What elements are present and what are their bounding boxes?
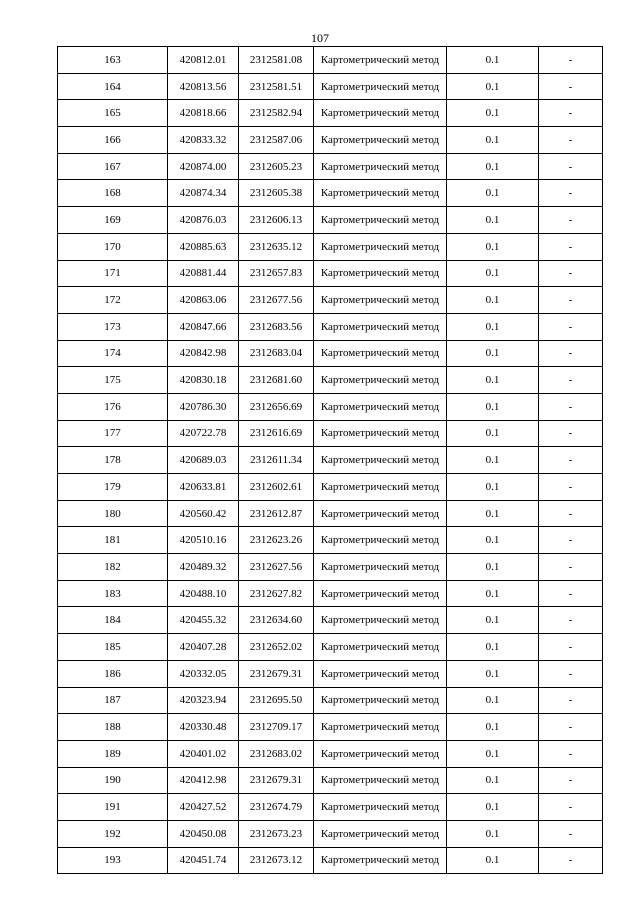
y-coordinate-cell: 2312683.02	[239, 740, 314, 767]
point-number-cell: 172	[58, 287, 168, 314]
note-cell: -	[539, 47, 603, 74]
note-cell: -	[539, 847, 603, 874]
point-number-cell: 187	[58, 687, 168, 714]
accuracy-cell: 0.1	[447, 73, 539, 100]
x-coordinate-cell: 420455.32	[168, 607, 239, 634]
point-number-cell: 166	[58, 127, 168, 154]
method-cell: Картометрический метод	[314, 794, 447, 821]
table-row	[58, 634, 603, 661]
method-cell: Картометрический метод	[314, 634, 447, 661]
y-coordinate-cell: 2312606.13	[239, 207, 314, 234]
method-cell: Картометрический метод	[314, 660, 447, 687]
page-number: 107	[311, 31, 329, 45]
accuracy-cell: 0.1	[447, 367, 539, 394]
point-number-cell: 178	[58, 447, 168, 474]
y-coordinate-cell: 2312695.50	[239, 687, 314, 714]
accuracy-cell: 0.1	[447, 47, 539, 74]
table-row	[58, 207, 603, 234]
accuracy-cell: 0.1	[447, 127, 539, 154]
point-number-cell: 180	[58, 500, 168, 527]
table-row	[58, 73, 603, 100]
point-number-cell: 169	[58, 207, 168, 234]
table-row	[58, 820, 603, 847]
note-cell: -	[539, 393, 603, 420]
method-cell: Картометрический метод	[314, 714, 447, 741]
table-row	[58, 527, 603, 554]
accuracy-cell: 0.1	[447, 847, 539, 874]
table-row	[58, 420, 603, 447]
method-cell: Картометрический метод	[314, 687, 447, 714]
x-coordinate-cell: 420842.98	[168, 340, 239, 367]
x-coordinate-cell: 420427.52	[168, 794, 239, 821]
accuracy-cell: 0.1	[447, 714, 539, 741]
note-cell: -	[539, 580, 603, 607]
note-cell: -	[539, 607, 603, 634]
point-number-cell: 177	[58, 420, 168, 447]
accuracy-cell: 0.1	[447, 100, 539, 127]
table-row	[58, 180, 603, 207]
y-coordinate-cell: 2312673.12	[239, 847, 314, 874]
point-number-cell: 191	[58, 794, 168, 821]
accuracy-cell: 0.1	[447, 580, 539, 607]
note-cell: -	[539, 447, 603, 474]
x-coordinate-cell: 420874.00	[168, 153, 239, 180]
x-coordinate-cell: 420450.08	[168, 820, 239, 847]
note-cell: -	[539, 660, 603, 687]
x-coordinate-cell: 420689.03	[168, 447, 239, 474]
point-number-cell: 183	[58, 580, 168, 607]
method-cell: Картометрический метод	[314, 313, 447, 340]
note-cell: -	[539, 367, 603, 394]
y-coordinate-cell: 2312635.12	[239, 233, 314, 260]
point-number-cell: 168	[58, 180, 168, 207]
method-cell: Картометрический метод	[314, 474, 447, 501]
y-coordinate-cell: 2312627.56	[239, 554, 314, 581]
point-number-cell: 192	[58, 820, 168, 847]
x-coordinate-cell: 420489.32	[168, 554, 239, 581]
note-cell: -	[539, 127, 603, 154]
y-coordinate-cell: 2312679.31	[239, 660, 314, 687]
x-coordinate-cell: 420847.66	[168, 313, 239, 340]
accuracy-cell: 0.1	[447, 687, 539, 714]
note-cell: -	[539, 794, 603, 821]
accuracy-cell: 0.1	[447, 340, 539, 367]
method-cell: Картометрический метод	[314, 820, 447, 847]
y-coordinate-cell: 2312611.34	[239, 447, 314, 474]
table-row	[58, 287, 603, 314]
table-row	[58, 740, 603, 767]
method-cell: Картометрический метод	[314, 420, 447, 447]
note-cell: -	[539, 687, 603, 714]
table-row	[58, 847, 603, 874]
accuracy-cell: 0.1	[447, 313, 539, 340]
method-cell: Картометрический метод	[314, 580, 447, 607]
note-cell: -	[539, 287, 603, 314]
y-coordinate-cell: 2312581.51	[239, 73, 314, 100]
y-coordinate-cell: 2312623.26	[239, 527, 314, 554]
method-cell: Картометрический метод	[314, 740, 447, 767]
method-cell: Картометрический метод	[314, 607, 447, 634]
point-number-cell: 173	[58, 313, 168, 340]
x-coordinate-cell: 420813.56	[168, 73, 239, 100]
x-coordinate-cell: 420633.81	[168, 474, 239, 501]
x-coordinate-cell: 420510.16	[168, 527, 239, 554]
x-coordinate-cell: 420332.05	[168, 660, 239, 687]
table-row	[58, 607, 603, 634]
method-cell: Картометрический метод	[314, 73, 447, 100]
x-coordinate-cell: 420885.63	[168, 233, 239, 260]
accuracy-cell: 0.1	[447, 767, 539, 794]
method-cell: Картометрический метод	[314, 367, 447, 394]
table-row	[58, 233, 603, 260]
accuracy-cell: 0.1	[447, 474, 539, 501]
note-cell: -	[539, 420, 603, 447]
y-coordinate-cell: 2312582.94	[239, 100, 314, 127]
accuracy-cell: 0.1	[447, 153, 539, 180]
table-row	[58, 127, 603, 154]
x-coordinate-cell: 420874.34	[168, 180, 239, 207]
accuracy-cell: 0.1	[447, 607, 539, 634]
x-coordinate-cell: 420488.10	[168, 580, 239, 607]
method-cell: Картометрический метод	[314, 127, 447, 154]
method-cell: Картометрический метод	[314, 527, 447, 554]
method-cell: Картометрический метод	[314, 260, 447, 287]
table-row	[58, 500, 603, 527]
note-cell: -	[539, 260, 603, 287]
y-coordinate-cell: 2312657.83	[239, 260, 314, 287]
point-number-cell: 170	[58, 233, 168, 260]
note-cell: -	[539, 714, 603, 741]
y-coordinate-cell: 2312656.69	[239, 393, 314, 420]
y-coordinate-cell: 2312605.23	[239, 153, 314, 180]
note-cell: -	[539, 474, 603, 501]
method-cell: Картометрический метод	[314, 153, 447, 180]
point-number-cell: 167	[58, 153, 168, 180]
x-coordinate-cell: 420401.02	[168, 740, 239, 767]
method-cell: Картометрический метод	[314, 287, 447, 314]
x-coordinate-cell: 420407.28	[168, 634, 239, 661]
table-row	[58, 340, 603, 367]
note-cell: -	[539, 100, 603, 127]
table-row	[58, 47, 603, 74]
method-cell: Картометрический метод	[314, 847, 447, 874]
y-coordinate-cell: 2312605.38	[239, 180, 314, 207]
accuracy-cell: 0.1	[447, 447, 539, 474]
x-coordinate-cell: 420830.18	[168, 367, 239, 394]
accuracy-cell: 0.1	[447, 180, 539, 207]
method-cell: Картометрический метод	[314, 554, 447, 581]
method-cell: Картометрический метод	[314, 393, 447, 420]
table-row	[58, 474, 603, 501]
method-cell: Картометрический метод	[314, 47, 447, 74]
method-cell: Картометрический метод	[314, 340, 447, 367]
y-coordinate-cell: 2312683.04	[239, 340, 314, 367]
x-coordinate-cell: 420323.94	[168, 687, 239, 714]
note-cell: -	[539, 233, 603, 260]
table-row	[58, 313, 603, 340]
method-cell: Картометрический метод	[314, 233, 447, 260]
y-coordinate-cell: 2312673.23	[239, 820, 314, 847]
table-row	[58, 767, 603, 794]
table-row	[58, 447, 603, 474]
coordinates-table	[57, 46, 603, 874]
table-row	[58, 687, 603, 714]
point-number-cell: 185	[58, 634, 168, 661]
point-number-cell: 181	[58, 527, 168, 554]
y-coordinate-cell: 2312634.60	[239, 607, 314, 634]
x-coordinate-cell: 420833.32	[168, 127, 239, 154]
y-coordinate-cell: 2312674.79	[239, 794, 314, 821]
point-number-cell: 174	[58, 340, 168, 367]
table-row	[58, 153, 603, 180]
point-number-cell: 189	[58, 740, 168, 767]
x-coordinate-cell: 420818.66	[168, 100, 239, 127]
coordinates-table-body	[58, 47, 603, 874]
accuracy-cell: 0.1	[447, 794, 539, 821]
x-coordinate-cell: 420330.48	[168, 714, 239, 741]
x-coordinate-cell: 420863.06	[168, 287, 239, 314]
accuracy-cell: 0.1	[447, 287, 539, 314]
table-row	[58, 714, 603, 741]
method-cell: Картометрический метод	[314, 500, 447, 527]
accuracy-cell: 0.1	[447, 660, 539, 687]
y-coordinate-cell: 2312681.60	[239, 367, 314, 394]
accuracy-cell: 0.1	[447, 740, 539, 767]
y-coordinate-cell: 2312581.08	[239, 47, 314, 74]
accuracy-cell: 0.1	[447, 233, 539, 260]
y-coordinate-cell: 2312587.06	[239, 127, 314, 154]
method-cell: Картометрический метод	[314, 447, 447, 474]
table-row	[58, 554, 603, 581]
note-cell: -	[539, 767, 603, 794]
accuracy-cell: 0.1	[447, 554, 539, 581]
table-row	[58, 100, 603, 127]
point-number-cell: 171	[58, 260, 168, 287]
table-row	[58, 660, 603, 687]
note-cell: -	[539, 153, 603, 180]
x-coordinate-cell: 420812.01	[168, 47, 239, 74]
point-number-cell: 184	[58, 607, 168, 634]
point-number-cell: 163	[58, 47, 168, 74]
point-number-cell: 179	[58, 474, 168, 501]
method-cell: Картометрический метод	[314, 100, 447, 127]
accuracy-cell: 0.1	[447, 527, 539, 554]
accuracy-cell: 0.1	[447, 393, 539, 420]
x-coordinate-cell: 420412.98	[168, 767, 239, 794]
point-number-cell: 188	[58, 714, 168, 741]
point-number-cell: 193	[58, 847, 168, 874]
y-coordinate-cell: 2312627.82	[239, 580, 314, 607]
table-row	[58, 794, 603, 821]
note-cell: -	[539, 340, 603, 367]
method-cell: Картометрический метод	[314, 207, 447, 234]
note-cell: -	[539, 180, 603, 207]
note-cell: -	[539, 634, 603, 661]
note-cell: -	[539, 740, 603, 767]
point-number-cell: 190	[58, 767, 168, 794]
table-row	[58, 260, 603, 287]
y-coordinate-cell: 2312679.31	[239, 767, 314, 794]
point-number-cell: 165	[58, 100, 168, 127]
accuracy-cell: 0.1	[447, 820, 539, 847]
y-coordinate-cell: 2312677.56	[239, 287, 314, 314]
y-coordinate-cell: 2312616.69	[239, 420, 314, 447]
point-number-cell: 176	[58, 393, 168, 420]
y-coordinate-cell: 2312602.61	[239, 474, 314, 501]
accuracy-cell: 0.1	[447, 207, 539, 234]
note-cell: -	[539, 73, 603, 100]
accuracy-cell: 0.1	[447, 500, 539, 527]
x-coordinate-cell: 420560.42	[168, 500, 239, 527]
point-number-cell: 164	[58, 73, 168, 100]
y-coordinate-cell: 2312612.87	[239, 500, 314, 527]
note-cell: -	[539, 313, 603, 340]
point-number-cell: 186	[58, 660, 168, 687]
x-coordinate-cell: 420881.44	[168, 260, 239, 287]
table-row	[58, 367, 603, 394]
note-cell: -	[539, 207, 603, 234]
accuracy-cell: 0.1	[447, 260, 539, 287]
point-number-cell: 182	[58, 554, 168, 581]
note-cell: -	[539, 554, 603, 581]
y-coordinate-cell: 2312709.17	[239, 714, 314, 741]
note-cell: -	[539, 500, 603, 527]
table-row	[58, 580, 603, 607]
note-cell: -	[539, 820, 603, 847]
x-coordinate-cell: 420722.78	[168, 420, 239, 447]
method-cell: Картометрический метод	[314, 767, 447, 794]
method-cell: Картометрический метод	[314, 180, 447, 207]
table-row	[58, 393, 603, 420]
x-coordinate-cell: 420451.74	[168, 847, 239, 874]
accuracy-cell: 0.1	[447, 420, 539, 447]
note-cell: -	[539, 527, 603, 554]
point-number-cell: 175	[58, 367, 168, 394]
accuracy-cell: 0.1	[447, 634, 539, 661]
x-coordinate-cell: 420786.30	[168, 393, 239, 420]
y-coordinate-cell: 2312683.56	[239, 313, 314, 340]
x-coordinate-cell: 420876.03	[168, 207, 239, 234]
y-coordinate-cell: 2312652.02	[239, 634, 314, 661]
